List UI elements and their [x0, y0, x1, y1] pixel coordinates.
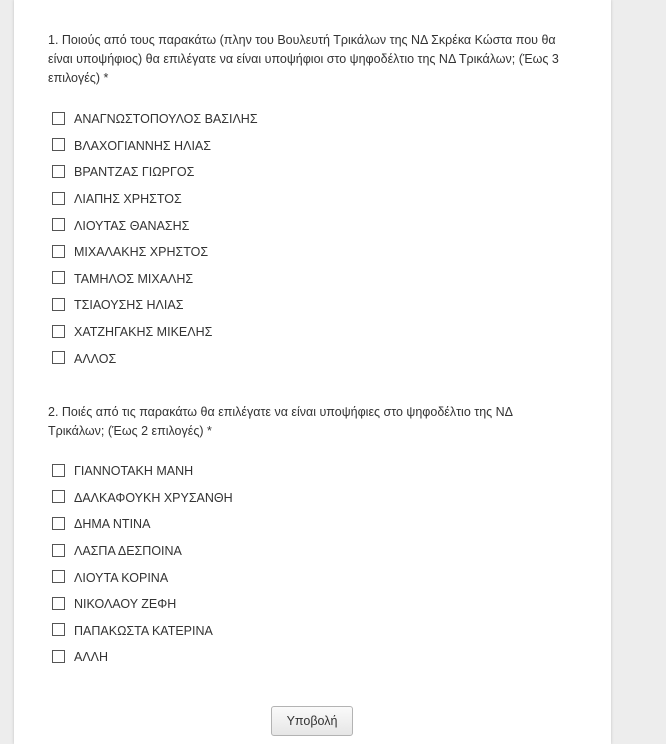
option-vlachogiannis[interactable] [52, 133, 258, 160]
option-label: ΛΑΣΠΑ ΔΕΣΠΟΙΝΑ [74, 544, 182, 559]
option-dalkafouki[interactable] [52, 485, 233, 512]
option-label: ΛΙΟΥΤΑΣ ΘΑΝΑΣΗΣ [74, 218, 190, 233]
option-giannotaki[interactable] [52, 458, 233, 485]
checkbox[interactable] [52, 192, 65, 205]
option-liouta[interactable] [52, 564, 233, 591]
checkbox[interactable] [52, 218, 65, 231]
checkbox[interactable] [52, 597, 65, 610]
option-nikolaou[interactable] [52, 591, 233, 618]
option-label: ΠΑΠΑΚΩΣΤΑ ΚΑΤΕΡΙΝΑ [74, 623, 213, 638]
option-liapis[interactable] [52, 186, 258, 213]
checkbox[interactable] [52, 165, 65, 178]
option-papakosta[interactable] [52, 618, 233, 645]
option-label: ΔΗΜΑ ΝΤΙΝΑ [74, 517, 151, 532]
checkbox[interactable] [52, 464, 65, 477]
option-label: ΒΛΑΧΟΓΙΑΝΝΗΣ ΗΛΙΑΣ [74, 138, 211, 153]
option-label: ΑΝΑΓΝΩΣΤΟΠΟΥΛΟΣ ΒΑΣΙΛΗΣ [74, 112, 258, 127]
checkbox[interactable] [52, 245, 65, 258]
option-label: ΧΑΤΖΗΓΑΚΗΣ ΜΙΚΕΛΗΣ [74, 325, 213, 340]
option-label: ΓΙΑΝΝΟΤΑΚΗ ΜΑΝΗ [74, 464, 194, 479]
option-tsiaousis[interactable] [52, 292, 258, 319]
option-lioutas[interactable] [52, 212, 258, 239]
option-label: ΜΙΧΑΛΑΚΗΣ ΧΡΗΣΤΟΣ [74, 245, 209, 260]
option-label: ΤΑΜΗΛΟΣ ΜΙΧΑΛΗΣ [74, 271, 194, 286]
checkbox[interactable] [52, 650, 65, 663]
checkbox[interactable] [52, 138, 65, 151]
option-vrantzas[interactable] [52, 159, 258, 186]
question-1-options [52, 106, 258, 372]
checkbox[interactable] [52, 351, 65, 364]
question-1-text: 1. Ποιούς από τους παρακάτω (πλην του Βουλευτή Τρικάλων της ΝΔ Σκρέκα Κώστα που θα είναι υποψήφιος) θα επιλέγατε να είναι υποψήφιοι στο ψηφοδέλτιο της ΝΔ Τρικάλων; (Έως 3 επιλογές) * [48, 33, 559, 85]
option-label: ΔΑΛΚΑΦΟΥΚΗ ΧΡΥΣΑΝΘΗ [74, 490, 233, 505]
checkbox[interactable] [52, 271, 65, 284]
option-tamilos[interactable] [52, 266, 258, 293]
checkbox[interactable] [52, 325, 65, 338]
question-2-options [52, 458, 233, 671]
checkbox[interactable] [52, 298, 65, 311]
option-label: ΑΛΛΗ [74, 650, 109, 665]
submit-button[interactable]: Υποβολή [271, 706, 353, 736]
option-alli[interactable] [52, 644, 233, 671]
option-label: ΝΙΚΟΛΑΟΥ ΖΕΦΗ [74, 597, 177, 612]
option-label: ΤΣΙΑΟΥΣΗΣ ΗΛΙΑΣ [74, 298, 184, 313]
option-laspa[interactable] [52, 538, 233, 565]
option-label: ΑΛΛΟΣ [74, 351, 117, 366]
checkbox[interactable] [52, 112, 65, 125]
checkbox[interactable] [52, 490, 65, 503]
checkbox[interactable] [52, 623, 65, 636]
survey-form [14, 0, 611, 744]
option-anagnostopoulos[interactable] [52, 106, 258, 133]
option-label: ΒΡΑΝΤΖΑΣ ΓΙΩΡΓΟΣ [74, 165, 195, 180]
option-allos[interactable] [52, 345, 258, 372]
option-label: ΛΙΟΥΤΑ ΚΟΡΙΝΑ [74, 570, 169, 585]
checkbox[interactable] [52, 517, 65, 530]
option-dima[interactable] [52, 511, 233, 538]
option-michalakis[interactable] [52, 239, 258, 266]
checkbox[interactable] [52, 544, 65, 557]
option-chatzigakis[interactable] [52, 319, 258, 346]
checkbox[interactable] [52, 570, 65, 583]
option-label: ΛΙΑΠΗΣ ΧΡΗΣΤΟΣ [74, 192, 182, 207]
question-2-text: 2. Ποιές από τις παρακάτω θα επιλέγατε να είναι υποψήφιες στο ψηφοδέλτιο της ΝΔ Τρικάλων; (Έως 2 επιλογές) * [48, 405, 513, 438]
